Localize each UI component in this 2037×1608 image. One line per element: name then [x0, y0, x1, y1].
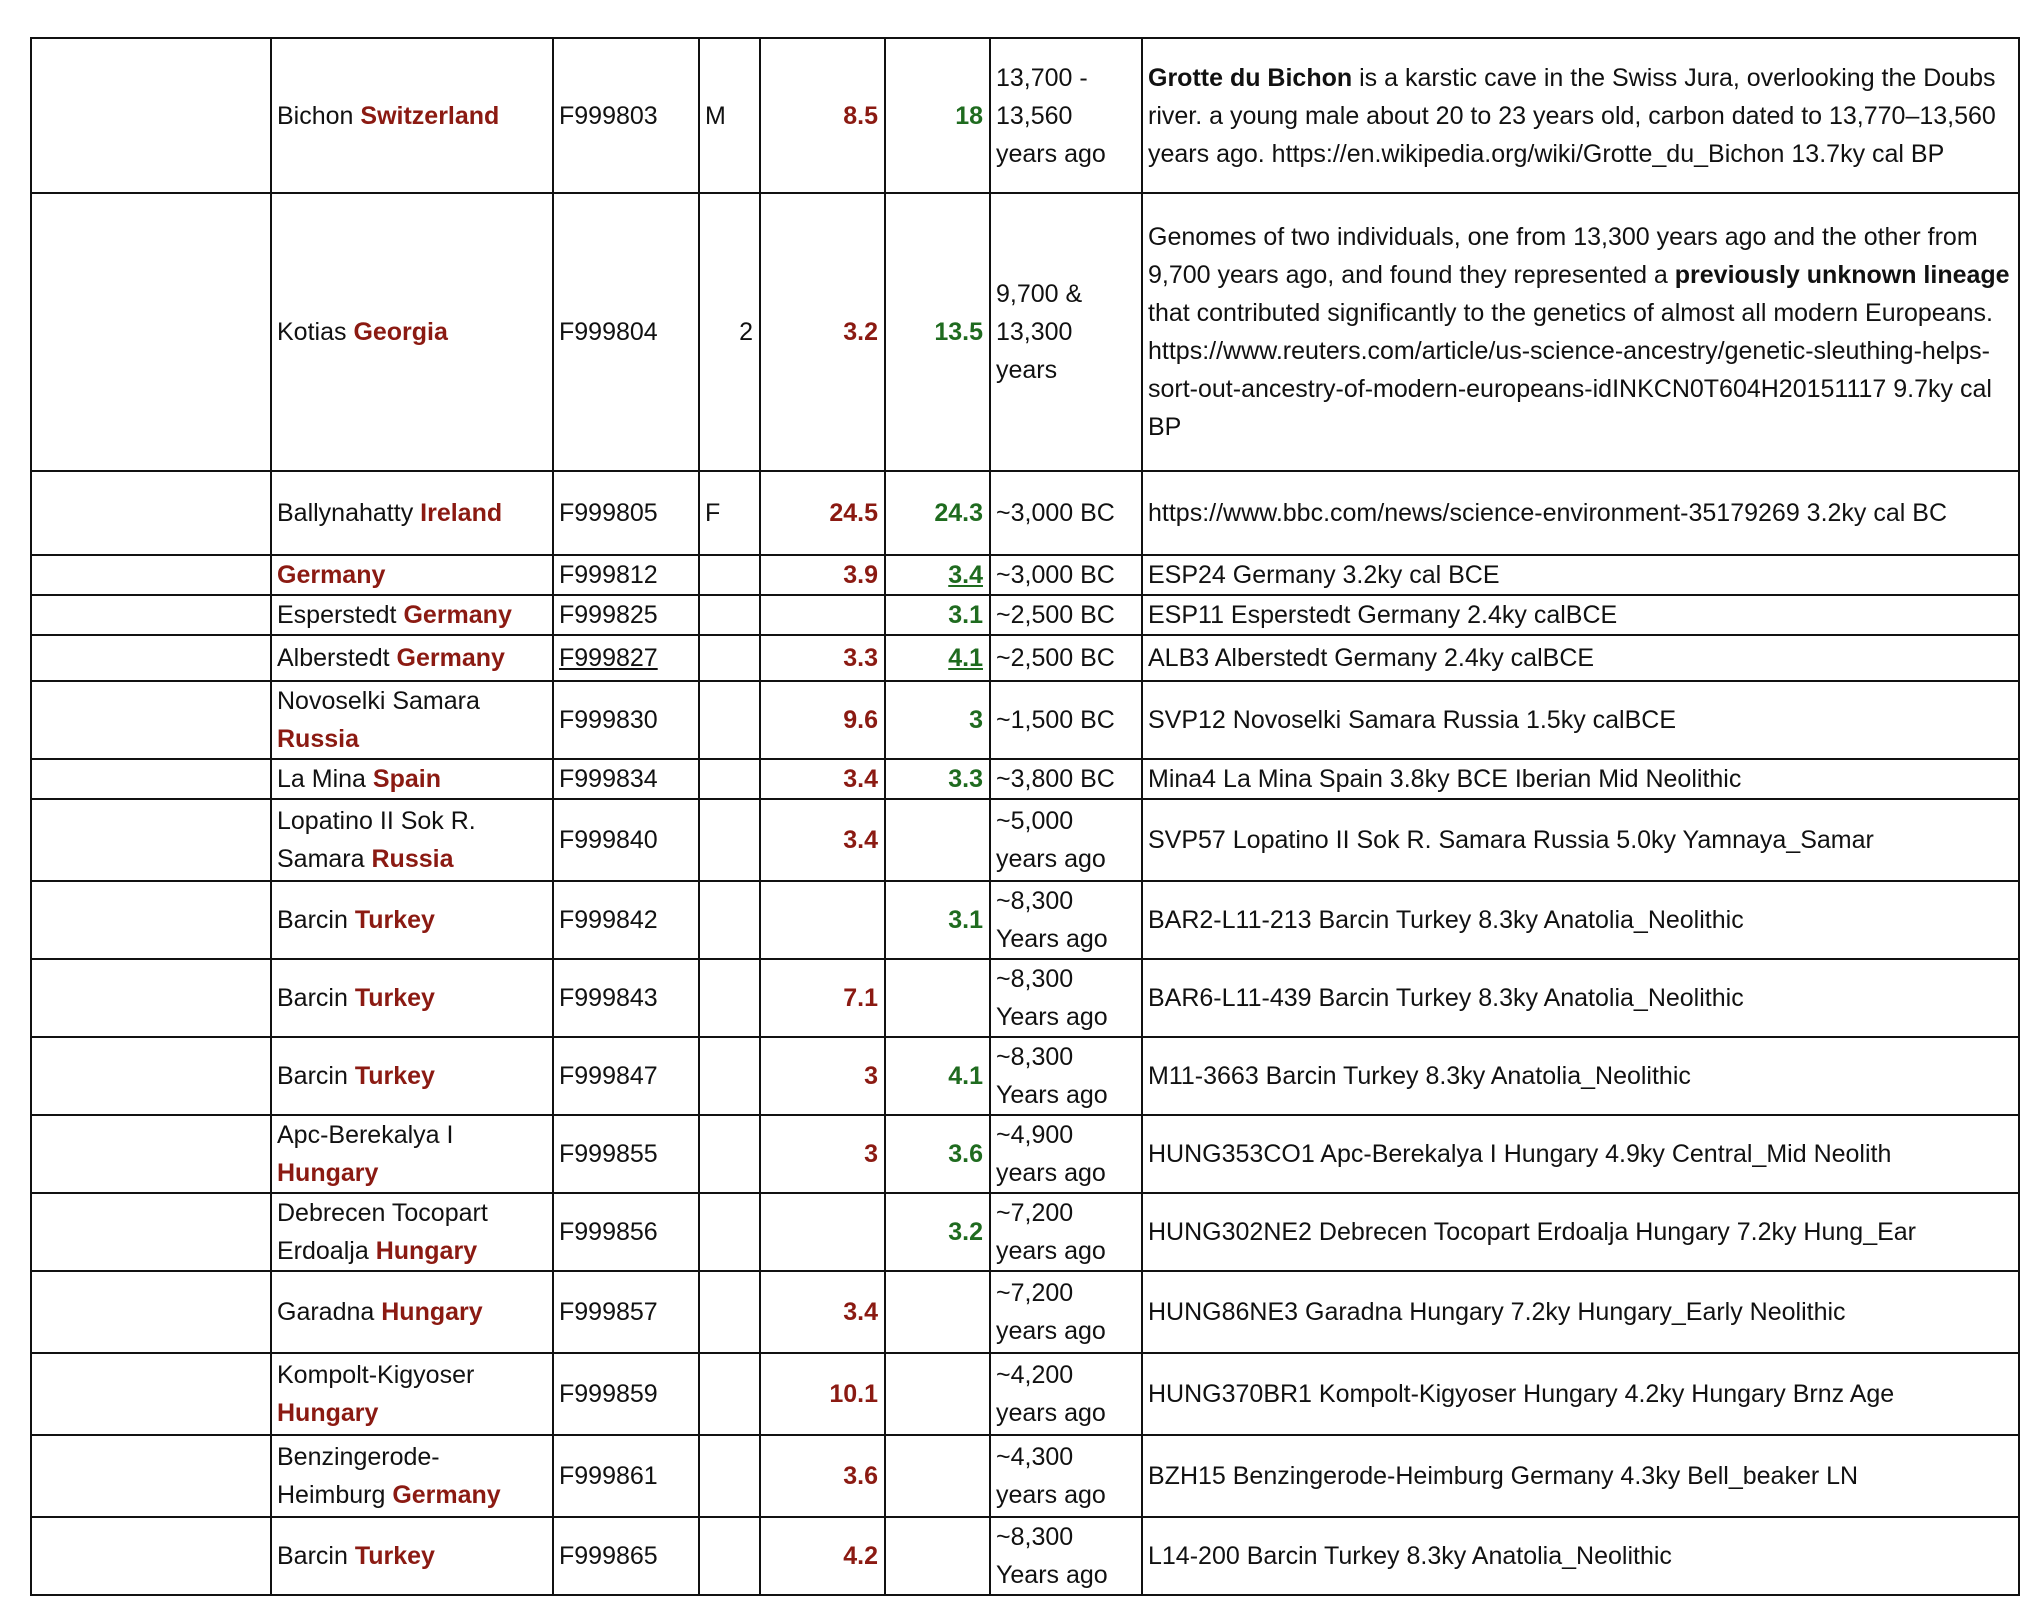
- sex-cell: [699, 1517, 760, 1595]
- note-text: ESP24 Germany 3.2ky cal BCE: [1148, 561, 1500, 589]
- country-name: Turkey: [354, 1062, 435, 1090]
- blank-cell: [31, 759, 271, 799]
- value2-cell: [885, 1193, 990, 1271]
- location-cell: [271, 799, 553, 881]
- sex-value: F: [705, 499, 721, 527]
- value2-cell: [885, 595, 990, 635]
- date-cell: [990, 959, 1142, 1037]
- value2: 3: [969, 706, 983, 734]
- note-text: ALB3 Alberstedt Germany 2.4ky calBCE: [1148, 644, 1595, 672]
- date-text: ~8,300 Years ago: [996, 887, 1108, 953]
- table-row: [31, 193, 2019, 471]
- date-text: 9,700 & 13,300 years: [996, 280, 1083, 384]
- blank-cell: [31, 1271, 271, 1353]
- date-text: ~7,200 years ago: [996, 1279, 1106, 1345]
- value1-cell: [760, 555, 885, 595]
- table-row: [31, 635, 2019, 681]
- table-row: [31, 595, 2019, 635]
- country-name: Ireland: [420, 499, 503, 527]
- sex-cell: [699, 1037, 760, 1115]
- table-row: [31, 1271, 2019, 1353]
- country-name: Germany: [396, 644, 505, 672]
- value1: 3.4: [843, 765, 878, 793]
- value1: 7.1: [843, 984, 878, 1012]
- location-cell: [271, 1115, 553, 1193]
- sex-cell: [699, 881, 760, 959]
- value2-cell: [885, 799, 990, 881]
- place-name: Kompolt-Kigyoser: [277, 1361, 475, 1389]
- table-row: [31, 881, 2019, 959]
- place-name: Benzingerode-Heimburg: [277, 1443, 440, 1509]
- place-name: Novoselki Samara: [277, 687, 480, 715]
- blank-cell: [31, 38, 271, 193]
- blank-cell: [31, 1037, 271, 1115]
- country-name: Hungary: [375, 1237, 478, 1265]
- value1: 3: [864, 1062, 878, 1090]
- table-row: [31, 1037, 2019, 1115]
- note-bold: Grotte du Bichon: [1148, 63, 1353, 92]
- value2-cell: [885, 681, 990, 759]
- note-text: that contributed significantly to the genetics of almost all modern Europeans. https://www.reuters.com/article/us-science-ancestry/genetic-sleuthing-helps-sort-out-ancestry-of-modern-europeans-idINKCN0T604H20151117 9.7ky cal BP: [1148, 299, 1993, 441]
- date-cell: [990, 471, 1142, 555]
- value2-cell: [885, 38, 990, 193]
- date-text: ~4,900 years ago: [996, 1121, 1106, 1187]
- date-cell: [990, 1435, 1142, 1517]
- sample-id-cell: [553, 1193, 699, 1271]
- country-name: Hungary: [277, 1159, 379, 1187]
- note-text: https://www.bbc.com/news/science-environment-35179269 3.2ky cal BC: [1148, 499, 1947, 527]
- value2: 4.1: [948, 644, 983, 672]
- note-text: SVP12 Novoselki Samara Russia 1.5ky calBCE: [1148, 706, 1677, 734]
- value1: 8.5: [843, 101, 878, 130]
- value1: 3.4: [843, 826, 878, 854]
- blank-cell: [31, 471, 271, 555]
- sample-id-cell: [553, 1517, 699, 1595]
- value1-cell: [760, 799, 885, 881]
- blank-cell: [31, 881, 271, 959]
- place-name: Garadna: [277, 1298, 375, 1326]
- table-row: [31, 1193, 2019, 1271]
- notes-cell: [1142, 799, 2019, 881]
- value2: 18: [955, 101, 983, 130]
- table-row: [31, 471, 2019, 555]
- sample-id: F999803: [559, 101, 658, 130]
- value1-cell: [760, 881, 885, 959]
- notes-cell: [1142, 1517, 2019, 1595]
- date-cell: [990, 1271, 1142, 1353]
- value1-cell: [760, 681, 885, 759]
- sample-id: F999825: [559, 601, 658, 629]
- notes-cell: [1142, 595, 2019, 635]
- blank-cell: [31, 799, 271, 881]
- date-text: ~4,200 years ago: [996, 1361, 1106, 1427]
- sex-cell: [699, 1193, 760, 1271]
- notes-cell: [1142, 881, 2019, 959]
- value2: 24.3: [934, 499, 983, 527]
- date-text: ~2,500 BC: [996, 601, 1115, 629]
- sample-id: F999812: [559, 561, 658, 589]
- sex-cell: [699, 1115, 760, 1193]
- sample-id-cell: [553, 555, 699, 595]
- note-text: HUNG302NE2 Debrecen Tocopart Erdoalja Hungary 7.2ky Hung_Ear: [1148, 1218, 1917, 1246]
- sample-id-cell: [553, 1271, 699, 1353]
- country-name: Turkey: [354, 906, 435, 934]
- sample-id: F999857: [559, 1298, 658, 1326]
- note-text: is a karstic cave in the Swiss Jura, overlooking the Doubs river. a young male about 20 to 23 years old, carbon dated to 13,770–13,560 years ago. https://en.wikipedia.org/wiki/Grotte_du_Bichon 13.7ky cal BP: [1148, 63, 1996, 168]
- notes-cell: [1142, 38, 2019, 193]
- table-row: [31, 38, 2019, 193]
- sample-id-cell: [553, 959, 699, 1037]
- location-cell: [271, 1037, 553, 1115]
- location-cell: [271, 959, 553, 1037]
- location-cell: [271, 635, 553, 681]
- blank-cell: [31, 1517, 271, 1595]
- value2-cell: [885, 555, 990, 595]
- note-text: BZH15 Benzingerode-Heimburg Germany 4.3ky Bell_beaker LN: [1148, 1462, 1859, 1490]
- value1-cell: [760, 959, 885, 1037]
- blank-cell: [31, 959, 271, 1037]
- date-cell: [990, 799, 1142, 881]
- sex-cell: [699, 1271, 760, 1353]
- notes-cell: [1142, 193, 2019, 471]
- sample-id: F999804: [559, 318, 658, 346]
- table-row: [31, 959, 2019, 1037]
- location-cell: [271, 38, 553, 193]
- date-text: ~8,300 Years ago: [996, 1043, 1108, 1109]
- table-row: [31, 799, 2019, 881]
- place-name: Barcin: [277, 1542, 348, 1570]
- blank-cell: [31, 1193, 271, 1271]
- blank-cell: [31, 555, 271, 595]
- notes-cell: [1142, 635, 2019, 681]
- value1: 4.2: [843, 1542, 878, 1570]
- location-cell: [271, 1435, 553, 1517]
- sample-id: F999842: [559, 906, 658, 934]
- value2-cell: [885, 635, 990, 681]
- sex-value: M: [705, 101, 726, 130]
- sample-id: F999861: [559, 1462, 658, 1490]
- location-cell: [271, 595, 553, 635]
- date-cell: [990, 555, 1142, 595]
- place-name: Barcin: [277, 1062, 348, 1090]
- value2-cell: [885, 881, 990, 959]
- ancient-dna-table: [30, 37, 2020, 1596]
- note-text: ESP11 Esperstedt Germany 2.4ky calBCE: [1148, 601, 1618, 629]
- sample-id: F999827: [559, 644, 658, 672]
- place-name: Lopatino II Sok R. Samara: [277, 807, 476, 873]
- sample-id-cell: [553, 1115, 699, 1193]
- sex-cell: [699, 759, 760, 799]
- value2-cell: [885, 759, 990, 799]
- date-text: ~7,200 years ago: [996, 1199, 1106, 1265]
- value1-cell: [760, 1115, 885, 1193]
- table-row: [31, 681, 2019, 759]
- note-text: HUNG370BR1 Kompolt-Kigyoser Hungary 4.2ky Hungary Brnz Age: [1148, 1380, 1895, 1408]
- place-name: Kotias: [277, 318, 347, 346]
- place-name: Apc-Berekalya I: [277, 1121, 454, 1149]
- note-text: HUNG86NE3 Garadna Hungary 7.2ky Hungary_Early Neolithic: [1148, 1298, 1846, 1326]
- country-name: Georgia: [353, 318, 448, 346]
- sample-id-cell: [553, 635, 699, 681]
- value1-cell: [760, 1271, 885, 1353]
- blank-cell: [31, 681, 271, 759]
- note-prefix: Genomes of two individuals, one from 13,300 years ago and the other from 9,700 years ago, and found they represented a: [1148, 223, 1978, 289]
- value1: 3.4: [843, 1298, 878, 1326]
- country-name: Switzerland: [360, 101, 500, 130]
- date-text: ~3,800 BC: [996, 765, 1115, 793]
- sample-id: F999859: [559, 1380, 658, 1408]
- value1: 3.9: [843, 561, 878, 589]
- notes-cell: [1142, 681, 2019, 759]
- place-name: Debrecen Tocopart Erdoalja: [277, 1199, 488, 1265]
- sample-id: F999847: [559, 1062, 658, 1090]
- value1-cell: [760, 1353, 885, 1435]
- country-name: Hungary: [381, 1298, 483, 1326]
- sex-cell: [699, 595, 760, 635]
- date-cell: [990, 1115, 1142, 1193]
- date-cell: [990, 759, 1142, 799]
- blank-cell: [31, 1115, 271, 1193]
- sample-id-cell: [553, 799, 699, 881]
- sex-cell: [699, 681, 760, 759]
- location-cell: [271, 1271, 553, 1353]
- blank-cell: [31, 1435, 271, 1517]
- location-cell: [271, 193, 553, 471]
- place-name: Ballynahatty: [277, 499, 414, 527]
- table-row: [31, 555, 2019, 595]
- date-text: ~1,500 BC: [996, 706, 1115, 734]
- note-text: L14-200 Barcin Turkey 8.3ky Anatolia_Neolithic: [1148, 1542, 1672, 1570]
- sample-id: F999834: [559, 765, 658, 793]
- blank-cell: [31, 1353, 271, 1435]
- value1: 3: [864, 1140, 878, 1168]
- sample-id: F999855: [559, 1140, 658, 1168]
- sample-id-cell: [553, 1037, 699, 1115]
- sex-cell: [699, 555, 760, 595]
- sex-cell: [699, 635, 760, 681]
- date-cell: [990, 881, 1142, 959]
- date-cell: [990, 1037, 1142, 1115]
- value2: 13.5: [934, 318, 983, 346]
- sample-id: F999843: [559, 984, 658, 1012]
- value1-cell: [760, 1435, 885, 1517]
- value2-cell: [885, 1517, 990, 1595]
- sample-id: F999856: [559, 1218, 658, 1246]
- blank-cell: [31, 595, 271, 635]
- notes-cell: [1142, 759, 2019, 799]
- sample-id: F999865: [559, 1542, 658, 1570]
- country-name: Germany: [403, 601, 512, 629]
- sample-id-cell: [553, 759, 699, 799]
- date-cell: [990, 681, 1142, 759]
- note-text: M11-3663 Barcin Turkey 8.3ky Anatolia_Neolithic: [1148, 1062, 1691, 1090]
- sample-id: F999805: [559, 499, 658, 527]
- table-row: [31, 1115, 2019, 1193]
- sample-id-cell: [553, 1353, 699, 1435]
- location-cell: [271, 1517, 553, 1595]
- sex-cell: [699, 193, 760, 471]
- date-cell: [990, 1517, 1142, 1595]
- value1-cell: [760, 193, 885, 471]
- sex-cell: [699, 1435, 760, 1517]
- notes-cell: [1142, 959, 2019, 1037]
- value1: 24.5: [829, 499, 878, 527]
- value2-cell: [885, 1271, 990, 1353]
- value2-cell: [885, 959, 990, 1037]
- value1: 3.2: [843, 318, 878, 346]
- blank-cell: [31, 635, 271, 681]
- place-name: Barcin: [277, 984, 348, 1012]
- date-cell: [990, 193, 1142, 471]
- date-cell: [990, 38, 1142, 193]
- location-cell: [271, 555, 553, 595]
- note-bold: previously unknown lineage: [1674, 261, 2010, 289]
- date-text: ~4,300 years ago: [996, 1443, 1106, 1509]
- location-cell: [271, 1193, 553, 1271]
- date-text: ~5,000 years ago: [996, 807, 1106, 873]
- value1-cell: [760, 38, 885, 193]
- value1: 3.6: [843, 1462, 878, 1490]
- location-cell: [271, 759, 553, 799]
- note-text: HUNG353CO1 Apc-Berekalya I Hungary 4.9ky Central_Mid Neolith: [1148, 1140, 1892, 1168]
- value1-cell: [760, 759, 885, 799]
- place-name: Alberstedt: [277, 644, 390, 672]
- value1-cell: [760, 1193, 885, 1271]
- value2-cell: [885, 1435, 990, 1517]
- notes-cell: [1142, 1115, 2019, 1193]
- blank-cell: [31, 193, 271, 471]
- value2-cell: [885, 471, 990, 555]
- place-name: Esperstedt: [277, 601, 397, 629]
- note-text: BAR2-L11-213 Barcin Turkey 8.3ky Anatolia_Neolithic: [1148, 906, 1744, 934]
- sample-id: F999840: [559, 826, 658, 854]
- notes-cell: [1142, 555, 2019, 595]
- value2: 3.2: [948, 1218, 983, 1246]
- location-cell: [271, 471, 553, 555]
- value1-cell: [760, 1517, 885, 1595]
- date-text: ~8,300 Years ago: [996, 965, 1108, 1031]
- sample-id-cell: [553, 881, 699, 959]
- sex-cell: [699, 799, 760, 881]
- note-text: BAR6-L11-439 Barcin Turkey 8.3ky Anatolia_Neolithic: [1148, 984, 1744, 1012]
- notes-cell: [1142, 471, 2019, 555]
- sample-id: F999830: [559, 706, 658, 734]
- table-row: [31, 1353, 2019, 1435]
- value1: 10.1: [829, 1380, 878, 1408]
- table-row: [31, 1517, 2019, 1595]
- sex-value: 2: [739, 318, 753, 346]
- country-name: Germany: [277, 561, 386, 589]
- value2: 3.6: [948, 1140, 983, 1168]
- place-name: La Mina: [277, 765, 366, 793]
- value2: 3.4: [948, 561, 983, 589]
- notes-cell: [1142, 1037, 2019, 1115]
- date-text: ~2,500 BC: [996, 644, 1115, 672]
- sample-id-cell: [553, 193, 699, 471]
- sample-id-cell: [553, 681, 699, 759]
- date-text: ~3,000 BC: [996, 499, 1115, 527]
- notes-cell: [1142, 1353, 2019, 1435]
- date-text: 13,700 - 13,560 years ago: [996, 63, 1106, 168]
- country-name: Spain: [372, 765, 441, 793]
- country-name: Russia: [371, 845, 454, 873]
- value1-cell: [760, 471, 885, 555]
- value1: 9.6: [843, 706, 878, 734]
- date-text: ~8,300 Years ago: [996, 1523, 1108, 1589]
- note-text: SVP57 Lopatino II Sok R. Samara Russia 5.0ky Yamnaya_Samar: [1148, 826, 1874, 854]
- value1-cell: [760, 1037, 885, 1115]
- value2: 3.3: [948, 765, 983, 793]
- date-cell: [990, 1193, 1142, 1271]
- value1-cell: [760, 595, 885, 635]
- country-name: Turkey: [354, 1542, 435, 1570]
- value2: 3.1: [948, 601, 983, 629]
- value2-cell: [885, 1353, 990, 1435]
- value2: 3.1: [948, 906, 983, 934]
- notes-cell: [1142, 1193, 2019, 1271]
- notes-cell: [1142, 1271, 2019, 1353]
- country-name: Germany: [392, 1481, 501, 1509]
- sex-cell: [699, 38, 760, 193]
- value1: 3.3: [843, 644, 878, 672]
- date-cell: [990, 595, 1142, 635]
- table-row: [31, 1435, 2019, 1517]
- place-name: Bichon: [277, 101, 354, 130]
- notes-cell: [1142, 1435, 2019, 1517]
- sex-cell: [699, 959, 760, 1037]
- location-cell: [271, 881, 553, 959]
- location-cell: [271, 681, 553, 759]
- sample-id-cell: [553, 471, 699, 555]
- country-name: Hungary: [277, 1399, 379, 1427]
- sex-cell: [699, 471, 760, 555]
- value2-cell: [885, 1115, 990, 1193]
- value2: 4.1: [948, 1062, 983, 1090]
- date-cell: [990, 635, 1142, 681]
- country-name: Russia: [277, 725, 359, 753]
- location-cell: [271, 1353, 553, 1435]
- date-text: ~3,000 BC: [996, 561, 1115, 589]
- table-row: [31, 759, 2019, 799]
- sample-id-cell: [553, 595, 699, 635]
- sample-id-cell: [553, 38, 699, 193]
- sex-cell: [699, 1353, 760, 1435]
- sample-id-cell: [553, 1435, 699, 1517]
- country-name: Turkey: [354, 984, 435, 1012]
- place-name: Barcin: [277, 906, 348, 934]
- value1-cell: [760, 635, 885, 681]
- value2-cell: [885, 193, 990, 471]
- note-text: Mina4 La Mina Spain 3.8ky BCE Iberian Mid Neolithic: [1148, 765, 1742, 793]
- value2-cell: [885, 1037, 990, 1115]
- date-cell: [990, 1353, 1142, 1435]
